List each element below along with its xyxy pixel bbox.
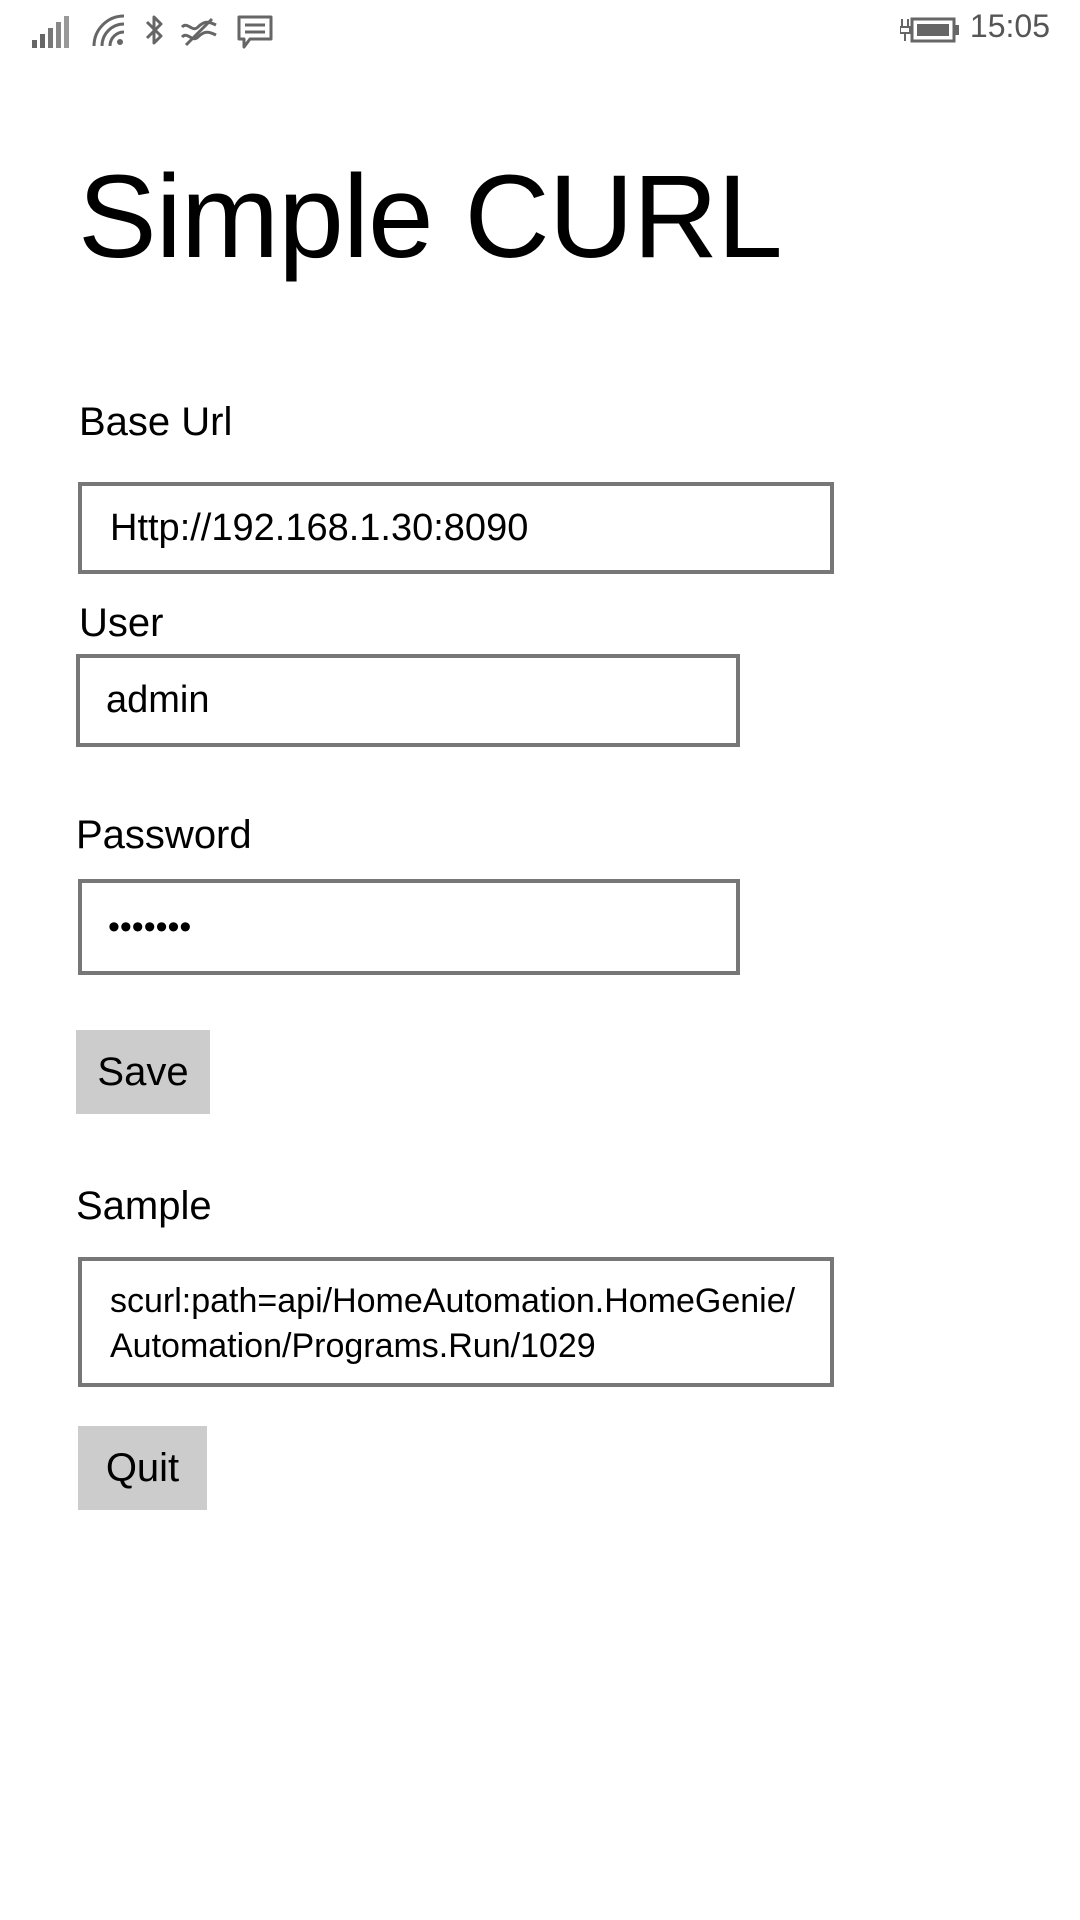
user-value: admin: [106, 679, 210, 721]
battery-icon: [900, 12, 960, 48]
clock-time: 15:05: [969, 8, 1050, 44]
base-url-field[interactable]: [78, 482, 834, 574]
sample-value: scurl:path=api/HomeAutomation.HomeGenie/Automation/Programs.Run/1029: [110, 1282, 796, 1365]
wifi-icon: [90, 12, 126, 48]
base-url-value: Http://192.168.1.30:8090: [110, 506, 529, 549]
bluetooth-icon: [144, 12, 166, 48]
user-label: User: [79, 601, 164, 645]
signal-icon: [30, 14, 70, 50]
quit-button[interactable]: [78, 1426, 207, 1510]
password-label: Password: [76, 813, 252, 857]
sample-field[interactable]: [78, 1257, 834, 1387]
user-field[interactable]: [76, 654, 740, 747]
page-title: Simple CURL: [78, 151, 782, 283]
quit-button-label: Quit: [105, 1445, 180, 1490]
sample-label: Sample: [76, 1184, 212, 1228]
base-url-label: Base Url: [79, 400, 233, 444]
password-value: •••••••: [108, 907, 192, 946]
data-sense-icon: [180, 14, 218, 50]
password-field[interactable]: [78, 879, 740, 975]
save-button-label: Save: [97, 1049, 189, 1094]
status-bar: [0, 0, 1080, 64]
save-button[interactable]: [76, 1030, 210, 1114]
message-icon: [236, 14, 274, 50]
